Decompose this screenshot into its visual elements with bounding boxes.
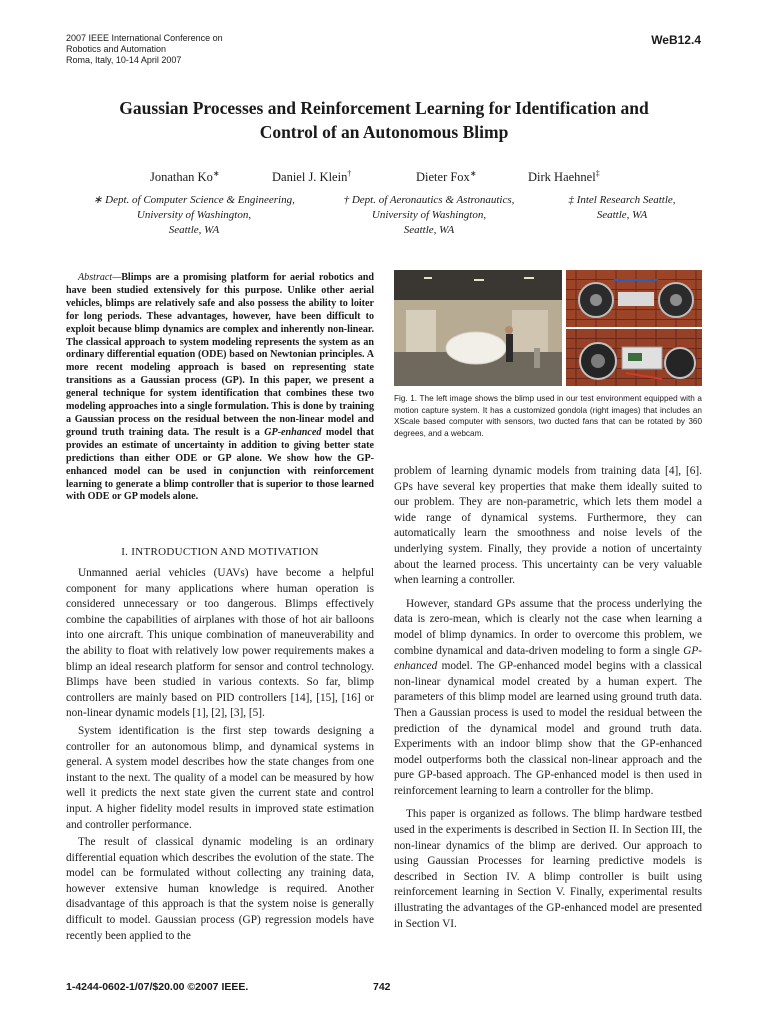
abstract-lead: Abstract— [78,272,122,283]
copyright-footer: 1-4244-0602-1/07/$20.00 ©2007 IEEE. [66,981,249,993]
abstract [66,272,374,504]
affiliation [76,193,312,238]
author [528,169,600,185]
paper-title [40,96,728,144]
author [150,169,220,185]
conference-line-2: Robotics and Automation [66,44,167,54]
abstract-term: GP-enhanced [264,426,322,438]
conference-header [66,33,223,66]
paragraph-text: model. The GP-enhanced model begins with a classical non-linear dynamical model created by a human expert. The parameters of this blimp model are learned using ground truth data. Then a Gaussian process is used to model the residual between the prediction of the dynamical model and ground truth data. Experiments with an indoor blimp show that the GP-enhanced model outperforms both the classical non-linear approach and the pure GP-based approach. The GP-enhanced model is then used in reinforcement learning to learn a controller for the blimp. [394,660,702,797]
affiliation-mark: ‡ [568,194,574,206]
figure-caption: Fig. 1. The left image shows the blimp used in our test environment equipped with a motion capture system. It has a customized gondola (right images) that includes an XScale based computer with sensors, two ducted fans that can be rotated by 360 degrees, and a webcam. [394,394,702,438]
author [272,169,351,185]
author-name: Daniel J. Klein [272,170,348,185]
paragraph: problem of learning dynamic models from training data [4], [6]. GPs have several key properties that make them ideally suited to our problem. They are non-parametric, which lets them model a wide range of dynamical systems. Furthermore, they can automatically learn the smoothness and noise levels of the underlying system. Finally, they provide a notion of uncertainty about the learned process. This uncertainty can be very valuable when learning a controller. [394,465,702,587]
author-mark: † [347,169,352,178]
figure-1 [394,270,702,386]
affiliation-line: Dept. of Aeronautics & Astronautics, [351,194,515,206]
author-mark: ‡ [595,169,600,178]
author-name: Dirk Haehnel [528,170,596,185]
affiliation-mark: ∗ [93,194,103,206]
author-name: Dieter Fox [416,170,470,185]
title-line-1: Gaussian Processes and Reinforcement Learning for Identification and [119,98,649,118]
paragraph-text: However, standard GPs assume that the process underlying the data is zero-mean, which is clearly not the case when learning a model of blimp dynamics. In order to overcome this problem, we combine dynamical and data-driven modeling to form a single [394,597,702,657]
affiliation-line: Seattle, WA [168,224,220,236]
right-column-body [394,464,702,932]
paragraph [394,597,702,800]
page-number: 742 [373,981,391,993]
author-mark: ∗ [469,169,477,178]
paragraph: System identification is the first step towards designing a controller for an autonomous blimp, and dynamical systems in general. A system model describes how the state changes from one instant to the next. The quality of a model can be measured by how well it predicts the next state given the current state and control input. A higher fidelity model results in improved state estimation and controller performance. [66,724,374,831]
paragraph: The result of classical dynamic modeling is an ordinary differential equation which describes the evolution of the state. The model can be formulated without collecting any training data, however extensive human knowledge is required. Another disadvantage of this approach is that the system noise is generally difficult to model. Gaussian process (GP) regression models have recently been applied to the [66,836,374,942]
affiliation [552,193,692,223]
paragraph: This paper is organized as follows. The blimp hardware testbed used in the experiments is described in Section II. In Section III, the non-linear dynamics of the blimp are derived. Our approach to using Gaussian Processes for learning predictive models is described in Section IV. A blimp controller is built using reinforcement learning in Section V. Finally, experimental results illustrating the advantages of the GP-enhanced model are presented in Section VI. [394,808,702,930]
affiliation-line: University of Washington, [371,209,487,221]
author-mark: ∗ [212,169,220,178]
left-column-body [66,566,374,944]
affiliation-line: Dept. of Computer Science & Engineering, [105,194,295,206]
affiliation-line: Intel Research Seattle, [576,194,676,206]
abstract-text: model that provides an estimate of uncertainty in addition to giving better state predictions than either ODE or GP alone. We show how the GP-enhanced model can be used in conjunction with reinforcement learning to generate a blimp controller that is superior to those learned with ODE or GP models alone. [66,426,374,503]
abstract-text: Blimps are a promising platform for aerial robotics and have been studied extensively for this purpose. Unlike other aerial vehicles, blimps are relatively safe and also possess the ability to loiter for long periods. These advantages, however, have been difficult to exploit because blimp dynamics are complex and inherently non-linear. The classical approach to system modeling represents the system as an ordinary differential equation (ODE) based on Newtonian principles. A more recent modeling approach is based on representing state transitions as a Gaussian process (GP). In this paper, we present a general technique for system identification that combines these two modeling approaches into a single formulation. This is done by training a Gaussian process on the residual between the non-linear model and ground truth training data. The result is a [66,272,374,438]
emphasized-term: GP-enhanced [394,644,702,673]
author-name: Jonathan Ko [150,170,213,185]
affiliation-mark: † [343,194,350,206]
author [416,169,477,185]
conference-line-1: 2007 IEEE International Conference on [66,33,223,43]
session-code: WeB12.4 [651,33,701,47]
affiliation-line: Seattle, WA [596,209,648,221]
affiliation-line: University of Washington, [136,209,252,221]
gondola-photo-bottom [566,329,702,386]
gondola-photo-top [566,270,702,327]
affiliation [325,193,533,238]
section-heading: I. INTRODUCTION AND MOTIVATION [121,546,319,558]
affiliation-line: Seattle, WA [403,224,455,236]
blimp-lab-photo [394,270,562,386]
title-line-2: Control of an Autonomous Blimp [259,122,509,142]
paragraph: Unmanned aerial vehicles (UAVs) have become a helpful component for many applications where human operation is considered unnecessary or too dangerous. Blimps effectively combine the capabilities of airplanes with those of hot air balloons into one aircraft. This unique combination of maneuverability and the ability to float with relatively low power requirements makes a blimp an ideal research platform for sensor and control technology. Blimps have been studied in various contexts. So far, blimp controllers are mainly based on PID controllers [14], [15], [16] or non-linear dynamic models [1], [2], [3], [5]. [66,567,374,720]
conference-line-3: Roma, Italy, 10-14 April 2007 [66,55,182,65]
